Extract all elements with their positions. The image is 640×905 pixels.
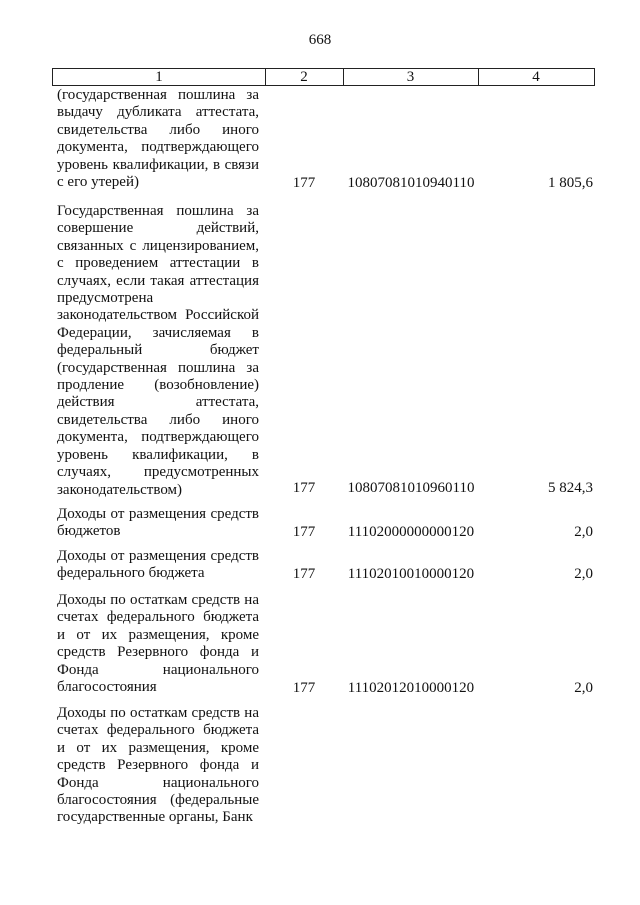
row-amount: 5 824,3	[548, 479, 593, 496]
table-row	[0, 203, 640, 497]
row-description: Доходы от размещения средств бюджетов	[57, 506, 259, 540]
row-admin-code: 177	[292, 523, 316, 540]
row-description: Доходы по остаткам средств на счетах федерального бюджета и от их размещения, кроме средств Резервного фонда и Фонда национального благосостояния	[57, 592, 259, 696]
row-admin-code: 177	[292, 679, 316, 696]
row-kbk-code: 11102000000000120	[347, 523, 475, 540]
row-kbk-code: 10807081010940110	[347, 174, 475, 191]
row-kbk-code: 10807081010960110	[347, 479, 475, 496]
header-col-4: 4	[532, 69, 540, 85]
row-amount: 1 805,6	[548, 174, 593, 191]
table-row	[0, 592, 640, 697]
header-col-2: 2	[265, 69, 344, 85]
header-col-1: 1	[53, 69, 266, 85]
row-description: (государственная пошлина за выдачу дубликата аттестата, свидетельства либо иного документа, подтверждающего уровень квалификации, в связи с его утерей)	[57, 87, 259, 191]
row-description: Доходы от размещения средств федерального бюджета	[57, 548, 259, 582]
row-kbk-code: 11102010010000120	[347, 565, 475, 582]
row-admin-code: 177	[292, 565, 316, 582]
row-amount: 2,0	[574, 565, 593, 582]
table-row	[0, 87, 640, 192]
row-admin-code: 177	[292, 174, 316, 191]
table-row	[0, 548, 640, 583]
table-header	[52, 68, 595, 86]
page-number: 668	[308, 32, 332, 48]
table-row	[0, 705, 640, 835]
row-description: Доходы по остаткам средств на счетах федерального бюджета и от их размещения, кроме средств Резервного фонда и Фонда национального благосостояния (федеральные государственные органы, Банк	[57, 705, 259, 826]
row-description: Государственная пошлина за совершение действий, связанных с лицензированием, с проведением аттестации в случаях, если такая аттестация предусмотрена законодательством Российской Федерации, зачисляемая в федеральный бюджет (государственная пошлина за продление (возобновление) действия аттестата, свидетельства либо иного документа, подтверждающего уровень квалификации, в случаях, предусмотренных законодательством)	[57, 203, 259, 498]
row-amount: 2,0	[574, 679, 593, 696]
row-admin-code: 177	[292, 479, 316, 496]
header-col-3: 3	[343, 69, 479, 85]
row-kbk-code: 11102012010000120	[347, 679, 475, 696]
table-row	[0, 506, 640, 541]
row-amount: 2,0	[574, 523, 593, 540]
